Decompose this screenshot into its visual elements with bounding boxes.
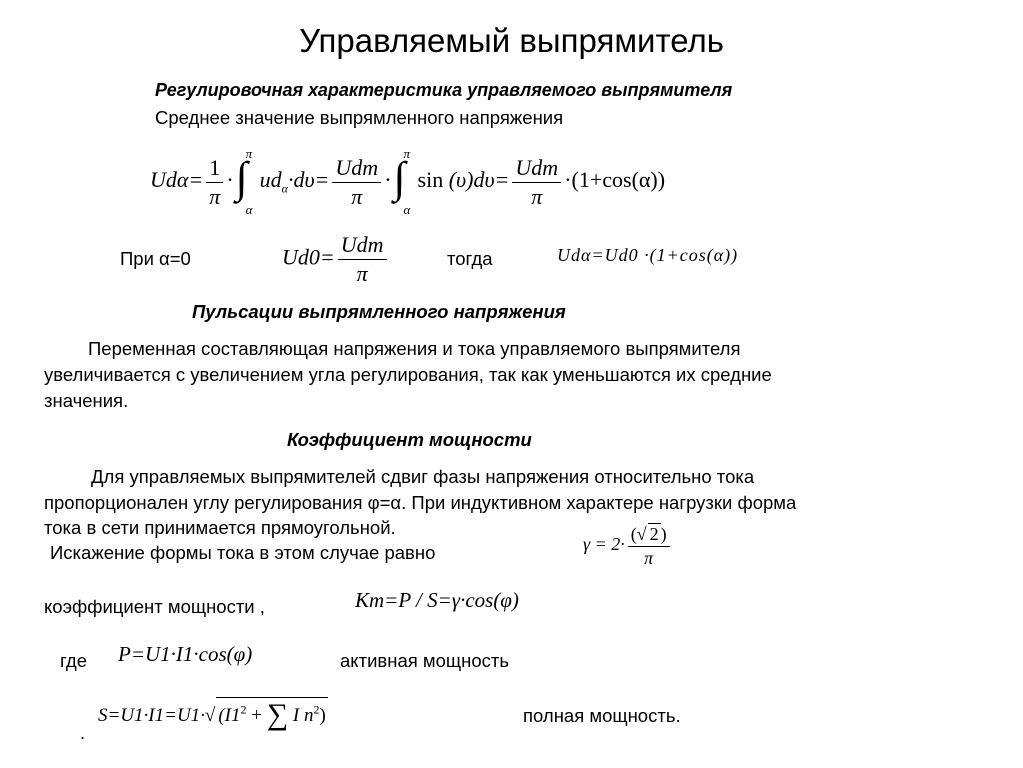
ripple-text-line-1: Переменная составляющая напряжения и тока управляемого выпрямителя — [88, 338, 741, 359]
apparent-power-label: полная мощность. — [523, 705, 681, 726]
formula-ud0: Ud0= $\frac{\text{Udm}}{\pi}$ — [282, 232, 390, 287]
page-title: Управляемый выпрямитель — [299, 22, 724, 59]
formula-apparent-power: S=U1·I1=U1·√ ($I1^2$ + ∑ I $n^2$) — [98, 698, 326, 731]
then-label: тогда — [447, 248, 493, 269]
pf-text-line-4: Искажение формы тока в этом случае равно — [50, 542, 436, 563]
sum-symbol: ∑ — [266, 698, 289, 731]
frac-udm-over-pi-2: $\frac{\text{Udm}}{\pi}$ — [512, 155, 561, 210]
ripple-text-line-2: увеличивается с увеличением угла регулирования, так как уменьшаются их средние — [44, 364, 772, 385]
integral-sign-2: π ∫ α — [393, 146, 411, 217]
condition-alpha-zero: При α=0 — [120, 248, 191, 269]
trailing-dot: . — [80, 722, 86, 743]
formula-lhs: Udα= — [150, 167, 204, 193]
power-factor-label: коэффициент мощности , — [44, 596, 265, 617]
formula-active-power: P=U1·I1·cos(φ) — [118, 642, 253, 666]
integral-sign: π ∫ α — [235, 146, 253, 217]
pf-text-line-1: Для управляемых выпрямителей сдвиг фазы напряжения относительно тока — [91, 466, 755, 487]
formula-ud-alpha-result: Udα=Ud0 ·(1+cos(α)) — [557, 245, 739, 265]
pf-text-line-3: тока в сети принимается прямоугольной. — [44, 517, 396, 538]
frac-one-over-pi: $\frac{1}{\pi}$ — [206, 155, 223, 210]
where-label: где — [60, 650, 88, 671]
section-heading-power-factor: Коэффициент мощности — [287, 429, 532, 450]
formula-km: Km=P / S=γ·cos(φ) — [355, 588, 519, 612]
section-heading-ripple: Пульсации выпрямленного напряжения — [192, 301, 566, 322]
subheading-average-voltage: Среднее значение выпрямленного напряжения — [155, 107, 564, 128]
ripple-text-line-3: значения. — [44, 390, 129, 411]
formula-gamma: γ = 2· $\frac{(√ 2 )}{\pi}$ — [583, 523, 673, 569]
frac-udm-over-pi: $\frac{\text{Udm}}{\pi}$ — [332, 155, 381, 210]
pf-text-line-2: пропорционален углу регулирования φ=α. При индуктивном характере нагрузки форма — [44, 492, 797, 513]
section-heading-regulation: Регулировочная характеристика управляемого выпрямителя — [155, 80, 733, 100]
formula-average-voltage: Udα= $\frac{1}{\pi}$ · π ∫ α $ud_\alpha\cdot d\upsilon=$ $\frac{\text{Udm}}{\pi}$ · π ∫ α sin (υ)dυ= $\frac{\text{Udm}}{\pi}$ ·(1+cos(α)) — [150, 146, 666, 217]
active-power-label: активная мощность — [340, 650, 509, 671]
